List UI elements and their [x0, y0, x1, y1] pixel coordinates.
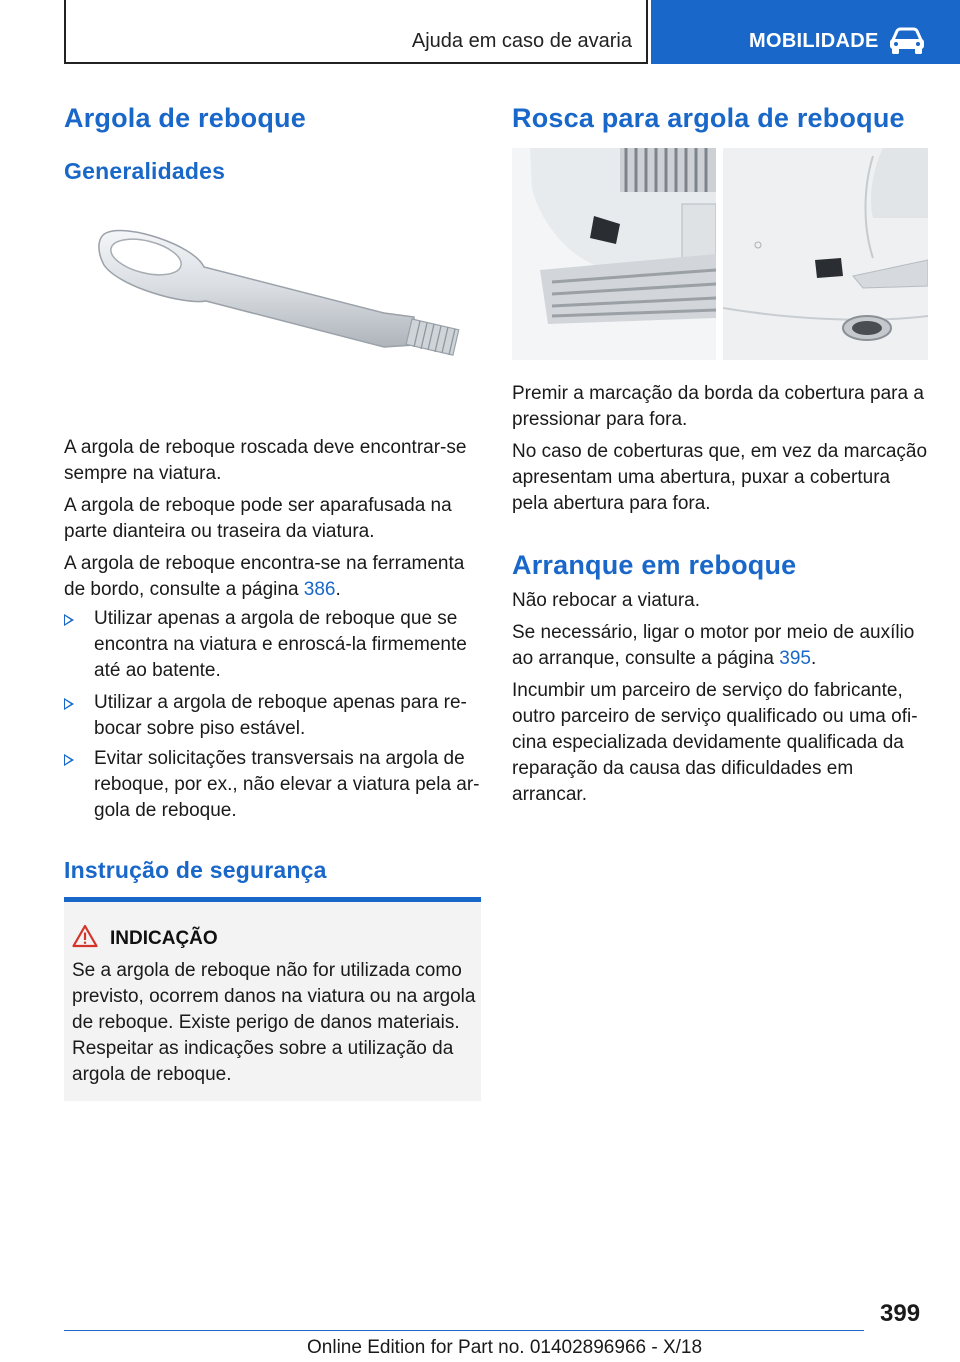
tow-hook-image	[64, 205, 482, 415]
page-link-395[interactable]: 395	[779, 648, 811, 669]
rear-bumper-image	[723, 148, 928, 360]
note-text: Se a argola de reboque não for utilizada como previsto, ocorrem danos na viatura ou na argola de reboque. Existe perigo de danos materiais. Respeitar as indicações sobre a utilização da argola de reboque.	[72, 960, 476, 1085]
header-section-box	[64, 0, 648, 64]
subtitle-generalidades: Generalidades	[64, 158, 226, 184]
paragraph-with-link: A argola de reboque encontra-se na ferramenta de bordo, consulte a página 386.	[64, 553, 465, 600]
car-icon	[887, 26, 927, 56]
heading-arranque-em-reboque: Arranque em reboque	[512, 550, 797, 580]
header-section-title: Ajuda em caso de avaria	[411, 30, 632, 52]
list-item	[64, 606, 482, 684]
bullet-triangle-icon	[64, 614, 74, 626]
left-intro-text	[64, 435, 482, 603]
list-item	[64, 746, 482, 824]
edition-text: Online Edition for Part no. 01402896966 - X/18	[307, 1337, 703, 1358]
list-item-text: Utilizar a argola de reboque apenas para re-bocar sobre piso estável.	[94, 692, 467, 739]
list-item	[64, 690, 482, 742]
paragraph-text: Se necessário, ligar o motor por meio de auxílio ao arranque, consulte a página	[512, 622, 915, 669]
paragraph-text: A argola de reboque encontra-se na ferramenta de bordo, consulte a página	[64, 553, 465, 600]
list-item-text: Utilizar apenas a argola de reboque que se encontra na viatura e enroscá-la firmemente até ao batente.	[94, 608, 467, 681]
paragraph: A argola de reboque pode ser aparafusada na parte dianteira ou traseira da viatura.	[64, 495, 452, 542]
header-chapter-tab[interactable]	[651, 0, 960, 64]
front-bumper-image	[512, 148, 716, 360]
bullet-triangle-icon	[64, 754, 74, 766]
header-chapter-label: MOBILIDADE	[749, 30, 879, 52]
bullet-triangle-icon	[64, 698, 74, 710]
footer-divider	[64, 1330, 864, 1331]
paragraph-with-link: Se necessário, ligar o motor por meio de auxílio ao arranque, consulte a página 395.	[512, 622, 915, 669]
page-number: 399	[880, 1300, 921, 1327]
right-instructions	[512, 381, 930, 517]
warning-triangle-icon	[72, 924, 98, 948]
page-title-left: Argola de reboque	[64, 103, 306, 133]
paragraph: Não rebocar a viatura.	[512, 590, 700, 611]
warning-note-box	[64, 897, 481, 1101]
list-item-text: Evitar solicitações transversais na argola de reboque, por ex., não elevar a viatura pela ar-gola de reboque.	[94, 748, 480, 821]
page-title-right: Rosca para argola de reboque	[512, 103, 905, 133]
page-link-386[interactable]: 386	[303, 579, 336, 600]
paragraph: A argola de reboque roscada deve encontrar-se sempre na viatura.	[64, 437, 467, 484]
paragraph: Incumbir um parceiro de serviço do fabricante, outro parceiro de serviço qualificado ou uma ofi-cina especializada devidamente qualificada da reparação da causa das dificuldades em arrancar.	[512, 680, 918, 805]
paragraph: Premir a marcação da borda da cobertura para a pressionar para fora.	[512, 383, 924, 430]
right-arranque-text	[512, 588, 930, 808]
paragraph: No caso de coberturas que, em vez da marcação apresentam uma abertura, puxar a cobertura pela abertura para fora.	[512, 441, 928, 514]
safety-heading: Instrução de segurança	[64, 857, 327, 883]
note-label: INDICAÇÃO	[110, 928, 218, 949]
